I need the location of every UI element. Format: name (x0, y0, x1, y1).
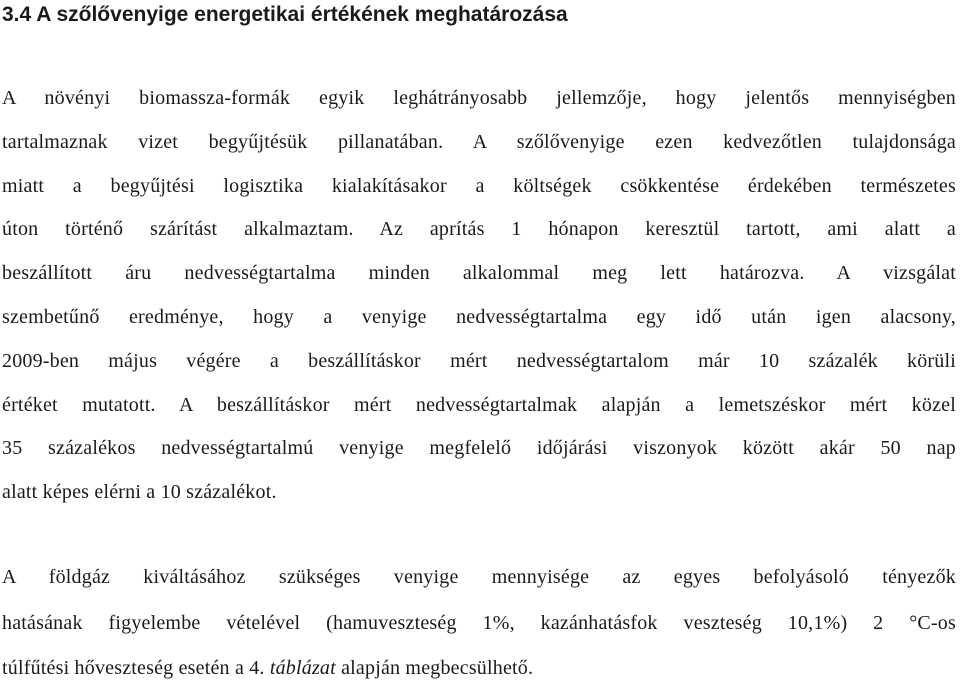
paragraph-line: A növényi biomassza-formák egyik leghátrányosabb jellemzője, hogy jelentős mennyiségben (2, 87, 956, 109)
paragraph-line: szembetűnő eredménye, hogy a venyige nedvességtartalma egy idő után igen alacsony, (2, 305, 956, 328)
paragraph-line: A földgáz kiváltásához szükséges venyige mennyisége az egyes befolyásoló tényezők (2, 566, 956, 588)
paragraph-line: 35 százalékos nedvességtartalmú venyige megfelelő időjárási viszonyok között akár 50 nap (2, 437, 956, 460)
paragraph-line: 2009-ben május végére a beszállításkor mért nedvességtartalom már 10 százalék körüli (2, 349, 956, 372)
paragraph-line: tartalmaznak vizet begyűjtésük pillanatában. A szőlővenyige ezen kedvezőtlen tulajdonsága (2, 130, 956, 153)
paragraph-line-last (2, 653, 956, 699)
text-run: alapján megbecsülhető. (335, 657, 534, 679)
paragraph-line: úton történő szárítást alkalmaztam. Az aprítás 1 hónapon keresztül tartott, ami alatt a (2, 218, 956, 241)
paragraph-line: hatásának figyelembe vételével (hamuveszteség 1%, kazánhatásfok veszteség 10,1%) 2 °C-os (2, 611, 956, 634)
paragraph-line: beszállított áru nedvességtartalma minden alkalommal meg lett határozva. A vizsgálat (2, 262, 956, 285)
text-run: túlfűtési hőveszteség esetén a 4. (2, 657, 270, 679)
paragraph-moisture (2, 83, 956, 521)
table-reference[interactable]: táblázat (269, 657, 336, 679)
paragraph-line: értéket mutatott. A beszállításkor mért nedvességtartalmak alapján a lemetszéskor mért közel (2, 393, 956, 416)
paragraph-estimation (2, 562, 956, 699)
section-heading: 3.4 A szőlővenyige energetikai értékének meghatározása (2, 3, 568, 26)
paragraph-line: miatt a begyűjtési logisztika kialakításakor a költségek csökkentése érdekében természetes (2, 174, 956, 197)
paragraph-line: alatt képes elérni a 10 százalékot. (2, 481, 277, 504)
